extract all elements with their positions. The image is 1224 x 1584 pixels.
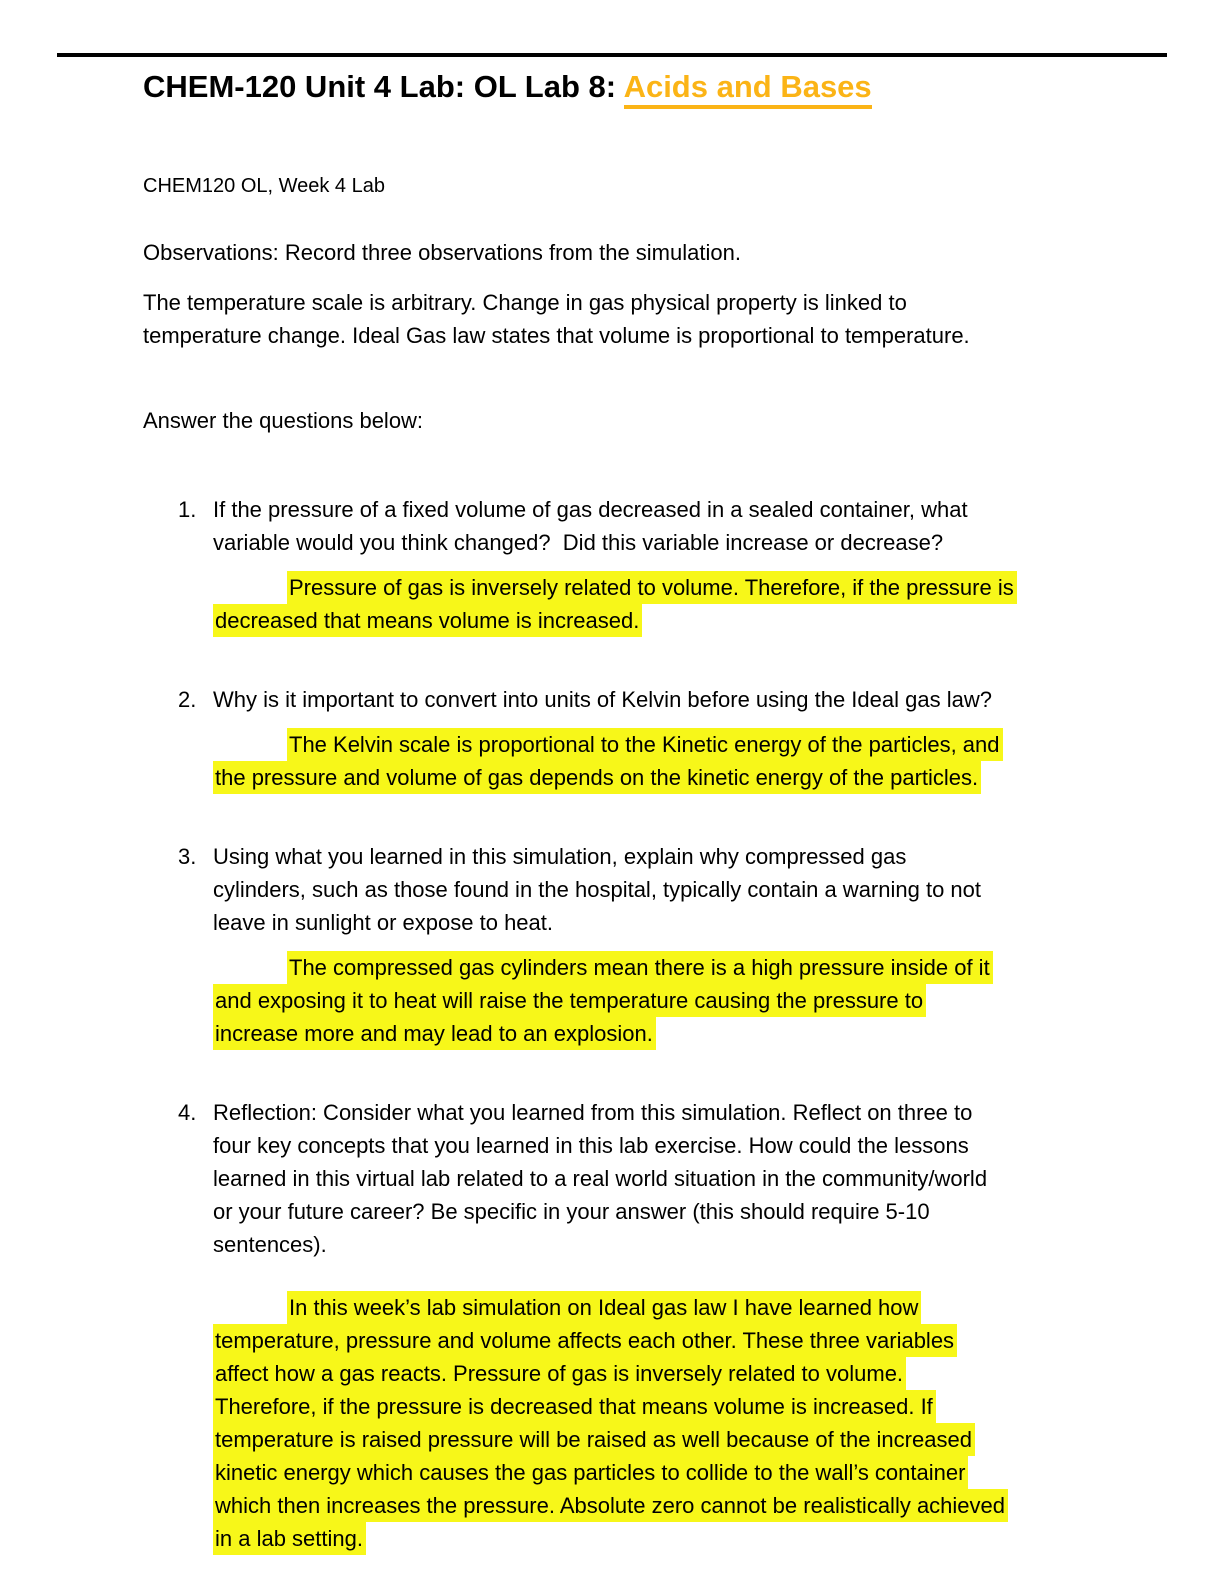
answer-line — [213, 571, 1153, 604]
question-line: Why is it important to convert into units of Kelvin before using the Ideal gas law? — [213, 687, 992, 712]
answer-line — [213, 1324, 1153, 1357]
question-text — [213, 1096, 987, 1261]
question-line: If the pressure of a fixed volume of gas decreased in a sealed container, what — [213, 497, 968, 522]
questions-section — [143, 493, 1153, 1555]
highlighted-text: which then increases the pressure. Absolute zero cannot be realistically achieved — [213, 1489, 1008, 1522]
highlighted-text: kinetic energy which causes the gas particles to collide to the wall’s container — [213, 1456, 968, 1489]
highlighted-text: The Kelvin scale is proportional to the Kinetic energy of the particles, and — [287, 728, 1003, 761]
question-text — [213, 683, 992, 716]
answer-line — [213, 1390, 1153, 1423]
intro-line: The temperature scale is arbitrary. Change in gas physical property is linked to — [143, 290, 907, 315]
highlighted-text: in a lab setting. — [213, 1522, 366, 1555]
answer-paragraph — [213, 1291, 1153, 1555]
intro-line: temperature change. Ideal Gas law states that volume is proportional to temperature. — [143, 323, 970, 348]
question-number: 3. — [178, 844, 197, 869]
question-number: 1. — [178, 497, 197, 522]
highlighted-text: temperature, pressure and volume affects each other. These three variables — [213, 1324, 957, 1357]
answer-line — [213, 761, 1153, 794]
answer-prompt: Answer the questions below: — [143, 408, 424, 433]
highlighted-text: the pressure and volume of gas depends on the kinetic energy of the particles. — [213, 761, 981, 794]
course-subtitle: CHEM120 OL, Week 4 Lab — [143, 175, 385, 197]
question-line: variable would you think changed? Did this variable increase or decrease? — [213, 530, 944, 555]
answer-line — [213, 728, 1153, 761]
question-text — [213, 840, 981, 939]
question-number: 4. — [178, 1100, 197, 1125]
highlighted-text: increase more and may lead to an explosion. — [213, 1017, 656, 1050]
question-row — [143, 493, 1153, 559]
answer-line — [213, 1357, 1153, 1390]
question-line: sentences). — [213, 1232, 327, 1257]
highlighted-text: In this week’s lab simulation on Ideal gas law I have learned how — [287, 1291, 921, 1324]
answer-line — [213, 1423, 1153, 1456]
question-line: or your future career? Be specific in your answer (this should require 5-10 — [213, 1199, 930, 1224]
answer-line — [213, 1489, 1153, 1522]
highlighted-text: decreased that means volume is increased. — [213, 604, 642, 637]
answer-line — [213, 1456, 1153, 1489]
question-block — [143, 1096, 1153, 1555]
question-line: Reflection: Consider what you learned from this simulation. Reflect on three to — [213, 1100, 973, 1125]
answer-paragraph — [213, 571, 1153, 637]
answer-line — [213, 604, 1153, 637]
intro-paragraph — [143, 286, 1153, 352]
answer-paragraph — [213, 951, 1153, 1050]
question-block — [143, 840, 1153, 1050]
highlighted-text: The compressed gas cylinders mean there is a high pressure inside of it — [287, 951, 993, 984]
answer-line — [213, 984, 1153, 1017]
question-text — [213, 493, 968, 559]
question-line: learned in this virtual lab related to a real world situation in the community/world — [213, 1166, 988, 1191]
question-line: leave in sunlight or expose to heat. — [213, 910, 554, 935]
question-block — [143, 683, 1153, 794]
question-number: 2. — [178, 687, 197, 712]
answer-line — [213, 1017, 1153, 1050]
answer-line — [213, 1522, 1153, 1555]
highlighted-text: affect how a gas reacts. Pressure of gas is inversely related to volume. — [213, 1357, 906, 1390]
top-rule-divider — [57, 53, 1167, 57]
question-line: cylinders, such as those found in the hospital, typically contain a warning to not — [213, 877, 982, 902]
answer-line — [213, 1291, 1153, 1324]
question-row — [143, 840, 1153, 939]
page-title — [143, 69, 1153, 105]
question-line: four key concepts that you learned in this lab exercise. How could the lessons — [213, 1133, 969, 1158]
highlighted-text: temperature is raised pressure will be raised as well because of the increased — [213, 1423, 975, 1456]
question-line: Using what you learned in this simulation, explain why compressed gas — [213, 844, 907, 869]
acids-and-bases-link[interactable]: Acids and Bases — [624, 69, 872, 109]
highlighted-text: and exposing it to heat will raise the temperature causing the pressure to — [213, 984, 926, 1017]
page-title-prefix: CHEM-120 Unit 4 Lab: OL Lab 8: — [143, 69, 624, 104]
highlighted-text: Pressure of gas is inversely related to volume. Therefore, if the pressure is — [287, 571, 1017, 604]
answer-paragraph — [213, 728, 1153, 794]
question-row — [143, 683, 1153, 716]
document-content — [143, 69, 1153, 1555]
question-block — [143, 493, 1153, 637]
highlighted-text: Therefore, if the pressure is decreased that means volume is increased. If — [213, 1390, 936, 1423]
question-row — [143, 1096, 1153, 1261]
document-page — [0, 53, 1224, 1584]
observations-heading: Observations: Record three observations from the simulation. — [143, 240, 741, 265]
answer-line — [213, 951, 1153, 984]
